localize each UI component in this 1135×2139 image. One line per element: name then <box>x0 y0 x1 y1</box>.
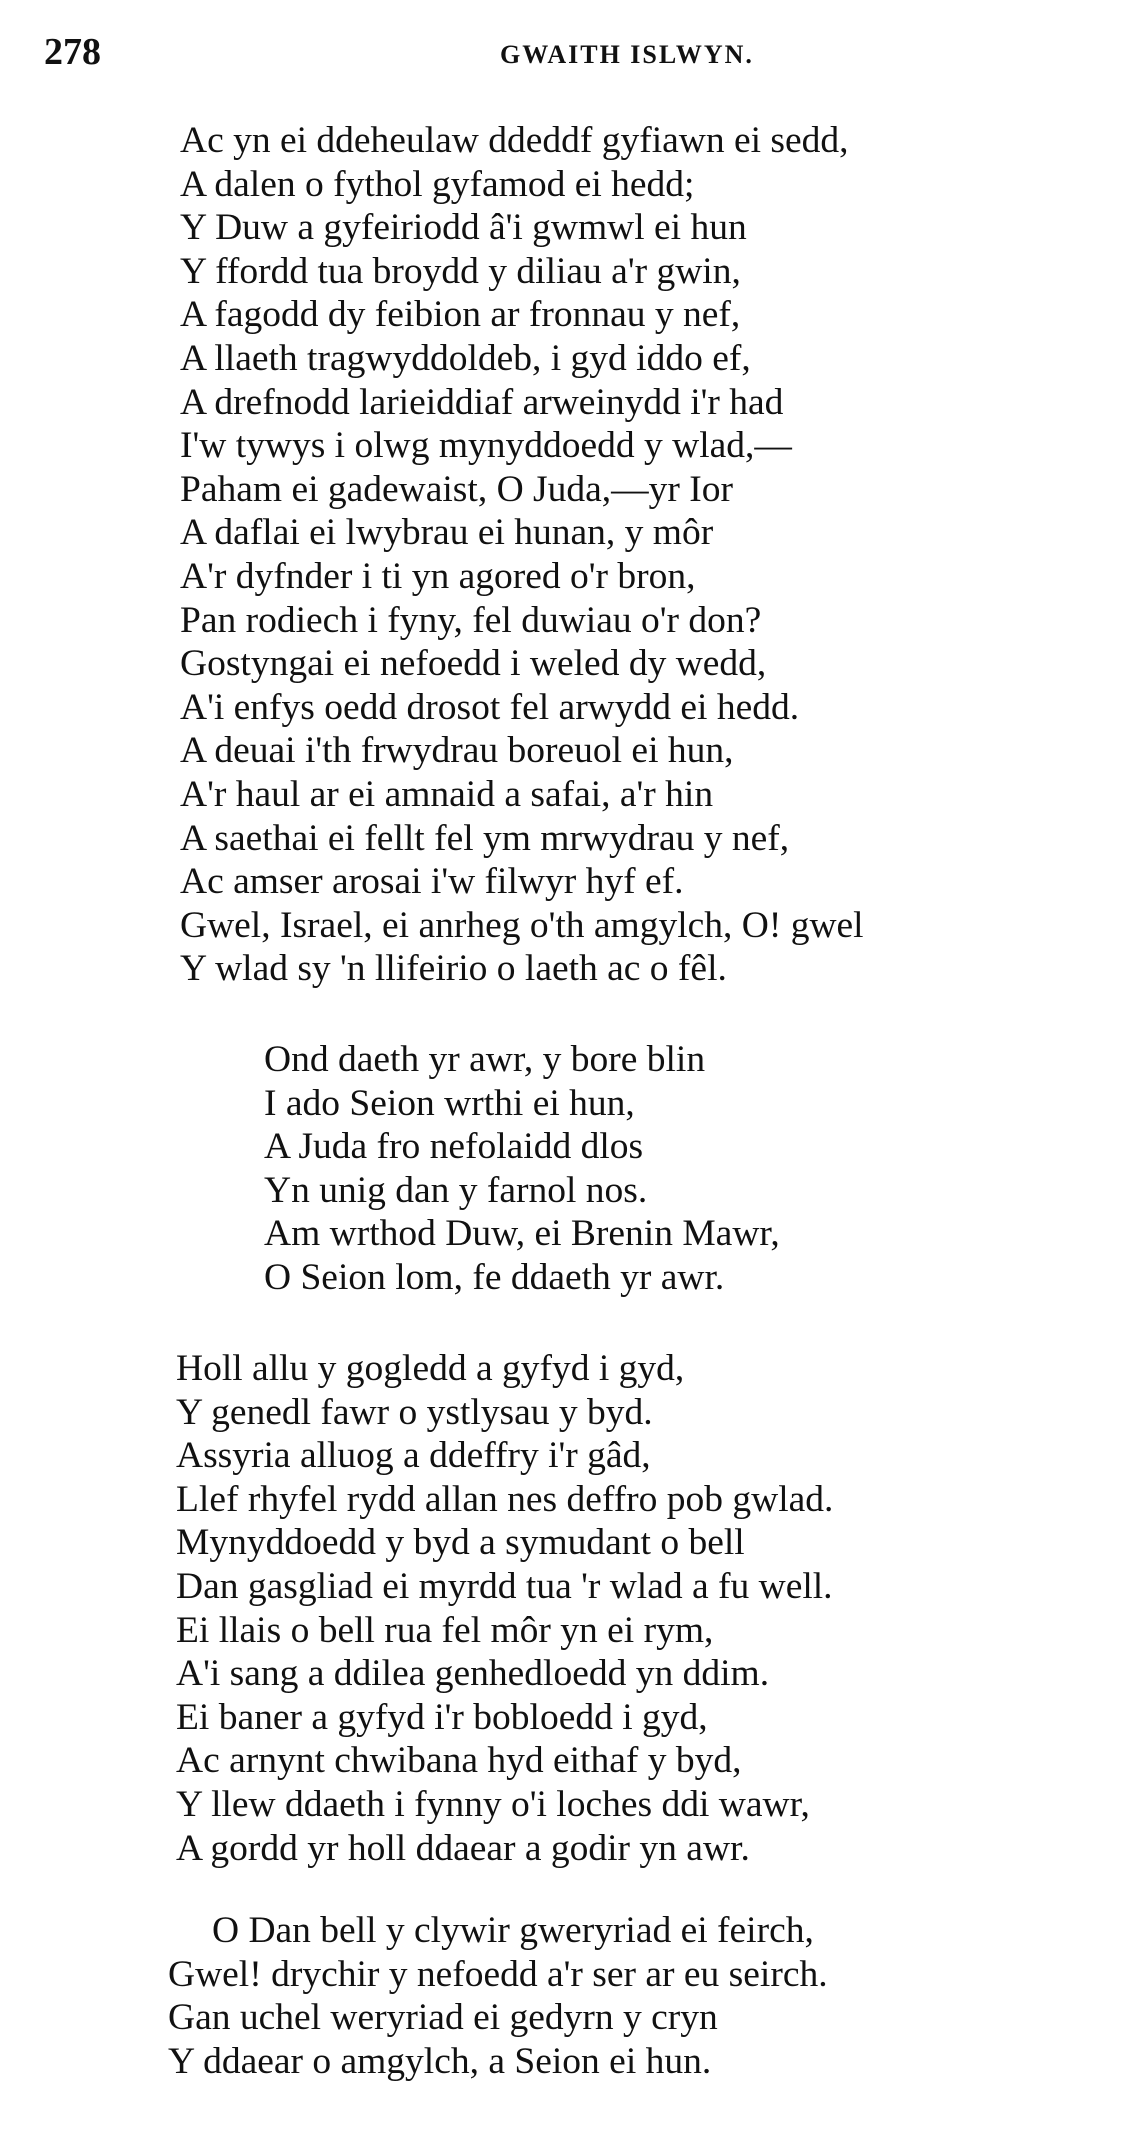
poem-line: A deuai i'th frwydrau boreuol ei hun, <box>180 730 734 772</box>
poem-line: A'r dyfnder i ti yn agored o'r bron, <box>180 555 696 597</box>
poem-line: Ac yn ei ddeheulaw ddeddf gyfiawn ei sedd, <box>180 120 849 161</box>
poem-line: A daflai ei lwybrau ei hunan, y môr <box>180 512 714 554</box>
poem-line: Ac amser arosai i'w filwyr hyf ef. <box>180 861 684 903</box>
poem-line: Y Duw a gyfeiriodd â'i gwmwl ei hun <box>180 207 747 249</box>
stanza-1 <box>180 119 864 991</box>
poem-line: Ond daeth yr awr, y bore blin <box>264 1039 706 1080</box>
page-number: 278 <box>44 31 101 73</box>
poem-line: A'i sang a ddilea genhedloedd yn ddim. <box>176 1653 770 1695</box>
poem-line: Ac arnynt chwibana hyd eithaf y byd, <box>176 1740 742 1782</box>
poem-line: Am wrthod Duw, ei Brenin Mawr, <box>264 1213 780 1255</box>
poem-line: A Juda fro nefolaidd dlos <box>264 1126 644 1168</box>
poem-line: A llaeth tragwyddoldeb, i gyd iddo ef, <box>180 337 751 379</box>
poem-line: A fagodd dy feibion ar fronnau y nef, <box>180 294 741 336</box>
poem-line: Y ddaear o amgylch, a Seion ei hun. <box>168 2040 712 2082</box>
poem-line: Y genedl fawr o ystlysau y byd. <box>176 1391 653 1433</box>
poem-line: Gan uchel weryriad ei gedyrn y cryn <box>168 1997 718 2039</box>
poem-line: Ei baner a gyfyd i'r bobloedd i gyd, <box>176 1696 708 1738</box>
poem-line: Y llew ddaeth i fynny o'i loches ddi wawr, <box>176 1783 810 1825</box>
stanza-2 <box>264 1038 780 1300</box>
poem-line: Holl allu y gogledd a gyfyd i gyd, <box>176 1348 685 1389</box>
poem-line: Paham ei gadewaist, O Juda,—yr Ior <box>180 468 733 510</box>
poem-line: Pan rodiech i fyny, fel duwiau o'r don? <box>180 599 762 641</box>
poem-line: Yn unig dan y farnol nos. <box>264 1169 648 1211</box>
poem-line: Llef rhyfel rydd allan nes deffro pob gwlad. <box>176 1478 834 1520</box>
stanza-3 <box>176 1347 833 1870</box>
poem-line: Y wlad sy 'n llifeirio o laeth ac o fêl. <box>180 948 727 990</box>
poem-line: A'i enfys oedd drosot fel arwydd ei hedd. <box>180 686 800 728</box>
poem-line: Dan gasgliad ei myrdd tua 'r wlad a fu well. <box>176 1565 833 1607</box>
poem-line: Ei llais o bell rua fel môr yn ei rym, <box>176 1609 714 1651</box>
poem-line: Mynyddoedd y byd a symudant o bell <box>176 1522 745 1564</box>
poem-line: Gwel, Israel, ei anrheg o'th amgylch, O! gwel <box>180 904 864 946</box>
poem-line: Gostyngai ei nefoedd i weled dy wedd, <box>180 643 767 685</box>
poem-line: O Dan bell y clywir gweryriad ei feirch, <box>212 1910 814 1951</box>
poem-line: Y ffordd tua broydd y diliau a'r gwin, <box>180 250 741 292</box>
poem-line: A saethai ei fellt fel ym mrwydrau y nef, <box>180 817 790 859</box>
poem-line: A dalen o fythol gyfamod ei hedd; <box>180 163 695 205</box>
running-title: GWAITH ISLWYN. <box>500 40 754 69</box>
poem-line: A drefnodd larieiddiaf arweinydd i'r had <box>180 381 784 423</box>
poem-line: A'r haul ar ei amnaid a safai, a'r hin <box>180 773 714 815</box>
poem-line: Assyria alluog a ddeffry i'r gâd, <box>176 1435 651 1477</box>
stanza-4 <box>168 1909 828 2083</box>
poem-line: O Seion lom, fe ddaeth yr awr. <box>264 1256 725 1298</box>
poem-line: A gordd yr holl ddaear a godir yn awr. <box>176 1827 750 1869</box>
poem-line: Gwel! drychir y nefoedd a'r ser ar eu seirch. <box>168 1953 828 1995</box>
poem-line: I ado Seion wrthi ei hun, <box>264 1082 635 1124</box>
poem-line: I'w tywys i olwg mynyddoedd y wlad,— <box>180 425 792 467</box>
